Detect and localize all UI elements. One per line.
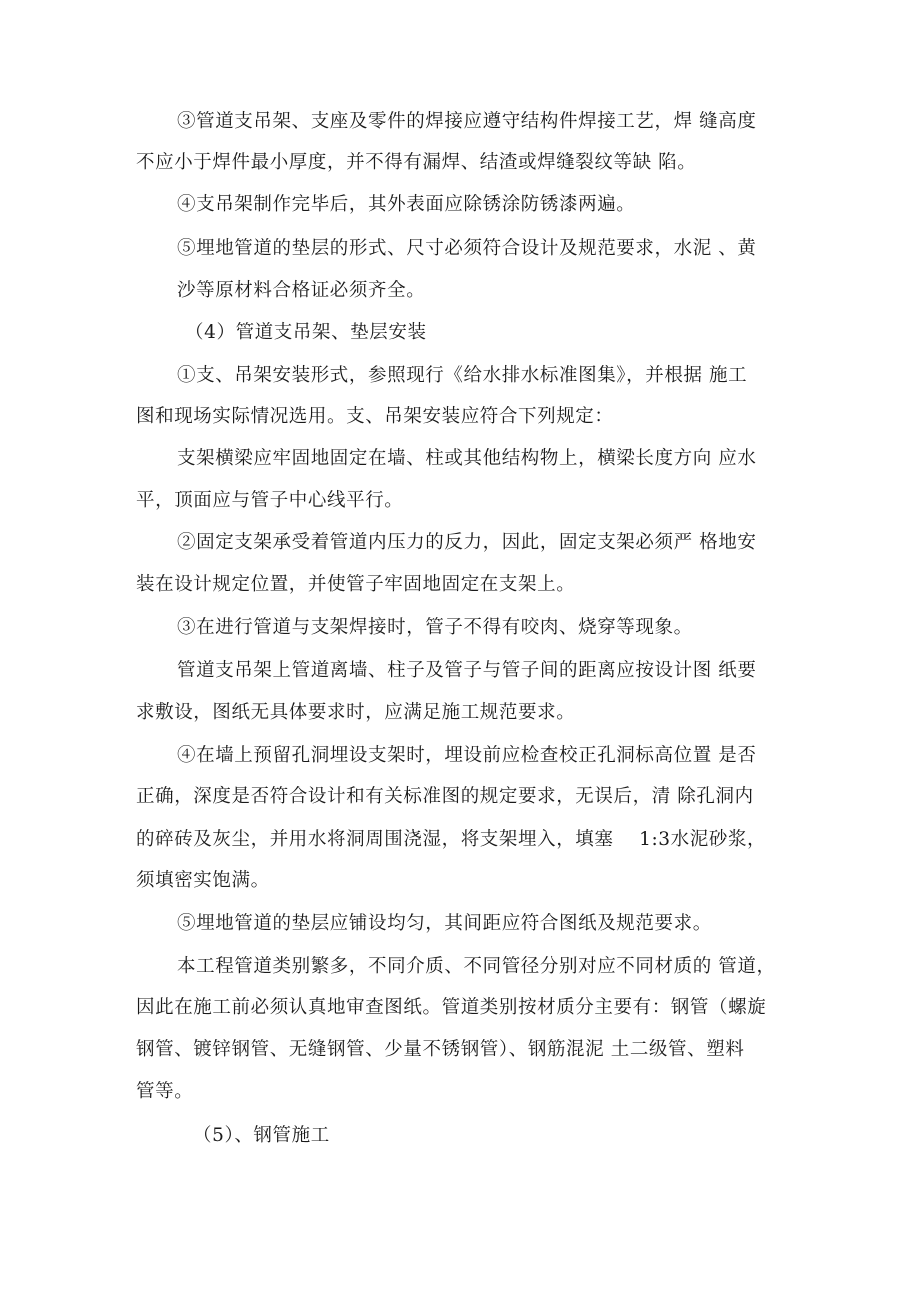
paragraph-line: 支架横梁应牢固地固定在墙、柱或其他结构物上，横梁长度方向 应水 xyxy=(177,448,757,469)
paragraph-line: 装在设计规定位置，并使管子牢固地固定在支架上。 xyxy=(136,574,576,595)
paragraph-line: ②固定支架承受着管道内压力的反力，因此，固定支架必须严 格地安 xyxy=(177,532,757,553)
paragraph-line: 不应小于焊件最小厚度，并不得有漏焊、结渣或焊缝裂纹等缺 陷。 xyxy=(136,152,697,173)
paragraph-line: ③管道支吊架、支座及零件的焊接应遵守结构件焊接工艺，焊 缝高度 xyxy=(177,111,757,132)
paragraph-line: ④支吊架制作完毕后，其外表面应除锈涂防锈漆两遍。 xyxy=(177,194,636,215)
paragraph-line: 沙等原材料合格证必须齐全。 xyxy=(177,280,426,301)
paragraph-line: ③在进行管道与支架焊接时，管子不得有咬肉、烧穿等现象。 xyxy=(177,617,693,638)
paragraph-line: 平，顶面应与管子中心线平行。 xyxy=(136,490,404,511)
paragraph-line: 须填密实饱满。 xyxy=(136,870,270,891)
paragraph-line: 钢管、镀锌钢管、无缝钢管、少量不锈钢管）、钢筋混泥 土二级管、塑料 xyxy=(136,1039,745,1060)
paragraph-line: 因此在施工前必须认真地审查图纸。管道类别按材质分主要有：钢管（螺旋 xyxy=(136,997,767,1018)
paragraph-line: 的碎砖及灰尘，并用水将洞周围浇湿，将支架埋入，填塞 1:3水泥砂浆， xyxy=(136,829,767,850)
paragraph-line: 求敷设，图纸无具体要求时，应满足施工规范要求。 xyxy=(136,702,576,723)
paragraph-line: 管道支吊架上管道离墙、柱子及管子与管子间的距离应按设计图 纸要 xyxy=(177,660,757,681)
paragraph-line: 正确，深度是否符合设计和有关标准图的规定要求，无误后，清 除孔洞内 xyxy=(136,786,754,807)
section-heading: （4）管道支吊架、垫层安装 xyxy=(185,322,427,343)
section-heading: （5）、钢管施工 xyxy=(193,1125,330,1146)
paragraph-line: 本工程管道类别繁多，不同介质、不同管径分别对应不同材质的 管道， xyxy=(177,956,776,977)
paragraph-line: ①支、吊架安装形式，参照现行《给水排水标准图集》，并根据 施工 xyxy=(177,365,748,386)
paragraph-line: ④在墙上预留孔洞埋设支架时，埋设前应检查校正孔洞标高位置 是否 xyxy=(177,745,757,766)
paragraph-line: 图和现场实际情况选用。支、吊架安装应符合下列规定： xyxy=(136,406,614,427)
paragraph-line: ⑤埋地管道的垫层应铺设均匀，其间距应符合图纸及规范要求。 xyxy=(177,913,712,934)
paragraph-line: 管等。 xyxy=(136,1081,194,1102)
paragraph-line: ⑤埋地管道的垫层的形式、尺寸必须符合设计及规范要求，水泥 、黄 xyxy=(177,238,757,259)
